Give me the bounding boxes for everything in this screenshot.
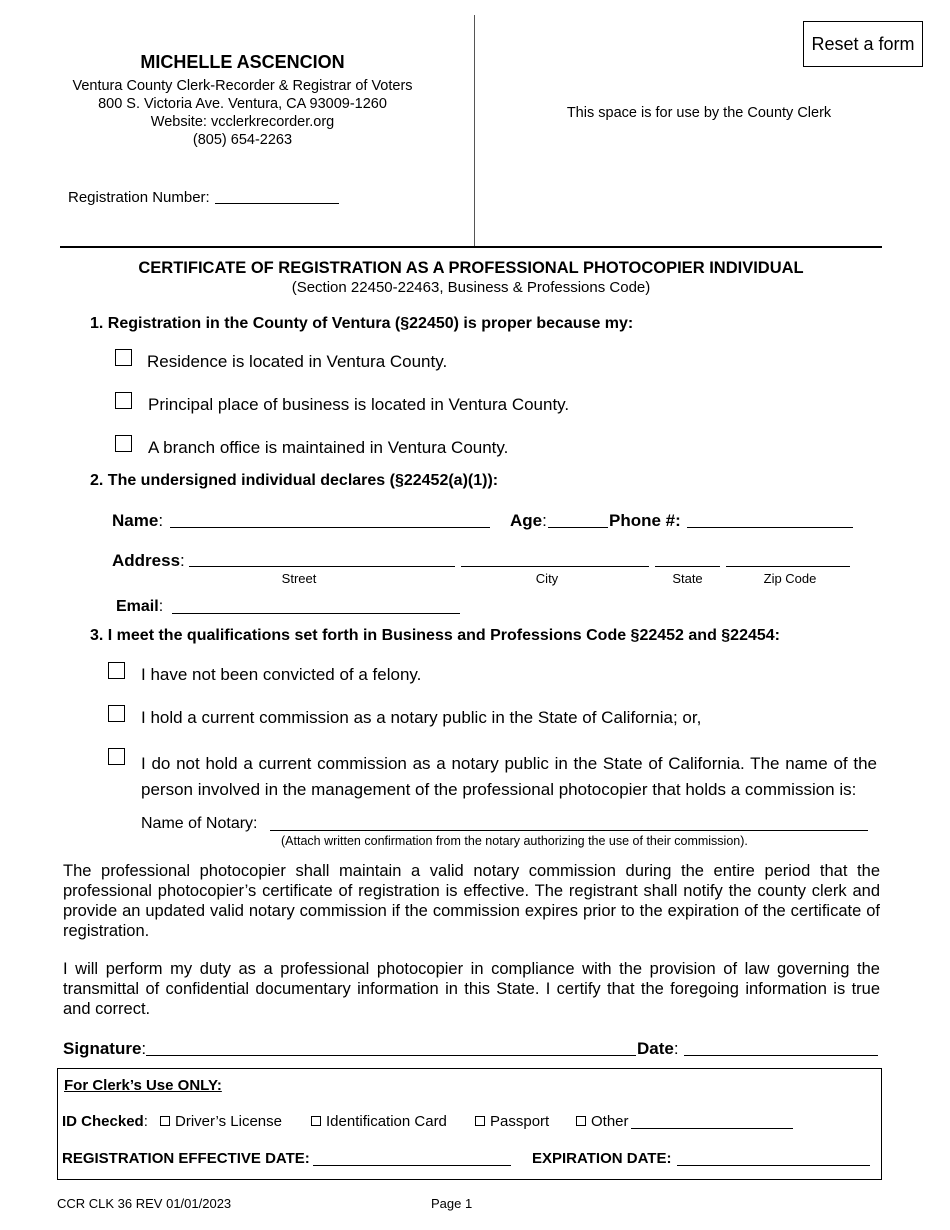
- form-subtitle: (Section 22450-22463, Business & Professions Code): [291, 279, 651, 296]
- section-2-heading: 2. The undersigned individual declares (§22452(a)(1)):: [90, 472, 499, 489]
- email-label: Email: [116, 598, 159, 615]
- notary-name-label: Name of Notary:: [141, 815, 258, 832]
- age-label-wrap: Age:: [510, 511, 547, 530]
- header-divider: [474, 15, 475, 247]
- no-notary-commission-checkbox[interactable]: [108, 748, 125, 765]
- zip-field[interactable]: [726, 566, 850, 567]
- identification-card-label: Identification Card: [326, 1113, 447, 1130]
- state-caption: State: [672, 571, 703, 586]
- passport-option[interactable]: [475, 1113, 549, 1130]
- age-label: Age: [510, 511, 543, 530]
- notary-name-field[interactable]: [270, 830, 868, 831]
- phone-field[interactable]: [687, 527, 853, 528]
- name-label-wrap: Name:: [112, 511, 164, 530]
- signature-label-wrap: Signature:: [63, 1039, 147, 1058]
- branch-office-label: A branch office is maintained in Ventura County.: [148, 438, 509, 457]
- address-label: Address: [112, 551, 181, 570]
- principal-business-label: Principal place of business is located in Ventura County.: [148, 395, 570, 414]
- county-clerk-space: This space is for use by the County Clerk: [566, 105, 832, 121]
- header-rule: [60, 246, 882, 248]
- drivers-license-label: Driver’s License: [175, 1113, 282, 1130]
- reset-form-button[interactable]: Reset a form: [803, 21, 923, 67]
- residence-label: Residence is located in Ventura County.: [147, 352, 448, 371]
- id-checked-label: ID Checked: [62, 1113, 144, 1130]
- clerk-name: MICHELLE ASCENCION: [140, 52, 345, 72]
- registration-number-label: Registration Number:: [68, 189, 210, 206]
- date-label: Date: [637, 1039, 674, 1058]
- other-checkbox[interactable]: [576, 1116, 586, 1126]
- no-felony-label: I have not been convicted of a felony.: [141, 665, 422, 684]
- notary-commission-checkbox[interactable]: [108, 705, 125, 722]
- state-field[interactable]: [655, 566, 720, 567]
- expiration-date-field[interactable]: [677, 1165, 870, 1166]
- city-field[interactable]: [461, 566, 649, 567]
- office-address: 800 S. Victoria Ave. Ventura, CA 93009-1260: [98, 96, 387, 112]
- drivers-license-option[interactable]: [160, 1113, 282, 1130]
- form-title: CERTIFICATE OF REGISTRATION AS A PROFESSIONAL PHOTOCOPIER INDIVIDUAL: [138, 259, 804, 277]
- signature-field[interactable]: [146, 1055, 636, 1056]
- no-notary-commission-label: I do not hold a current commission as a notary public in the State of California. The name of the person involved in the management of the professional photocopier that holds a commission is:: [141, 754, 877, 799]
- certification-paragraph: I will perform my duty as a professional photocopier in compliance with the provision of law governing the transmittal of confidential documentary information in this State. I certify that the foregoing information is true and correct.: [63, 960, 880, 1018]
- registration-number-field[interactable]: [215, 203, 339, 204]
- date-label-wrap: Date:: [637, 1039, 679, 1058]
- email-label-wrap: Email:: [116, 598, 164, 615]
- signature-label: Signature: [63, 1039, 142, 1058]
- branch-office-checkbox[interactable]: [115, 435, 132, 452]
- office-website: Website: vcclerkrecorder.org: [150, 114, 335, 130]
- notary-maintenance-paragraph: The professional photocopier shall maintain a valid notary commission during the entire period that the professional photocopier’s certificate of registration is effective. The registrant shall notify the county clerk and provide an updated valid notary commission if the commission expires prior to the expiration of the certificate of registration.: [63, 862, 880, 940]
- drivers-license-checkbox[interactable]: [160, 1116, 170, 1126]
- identification-card-checkbox[interactable]: [311, 1116, 321, 1126]
- date-field[interactable]: [684, 1055, 878, 1056]
- phone-label: Phone #:: [609, 511, 681, 530]
- office-title: Ventura County Clerk-Recorder & Registrar of Voters: [72, 78, 413, 94]
- identification-card-option[interactable]: [311, 1113, 447, 1130]
- no-felony-checkbox[interactable]: [108, 662, 125, 679]
- age-field[interactable]: [548, 527, 608, 528]
- effective-date-field[interactable]: [313, 1165, 511, 1166]
- page-number: Page 1: [431, 1196, 473, 1211]
- principal-business-checkbox[interactable]: [115, 392, 132, 409]
- city-caption: City: [535, 571, 559, 586]
- office-phone: (805) 654-2263: [192, 132, 293, 148]
- other-id-field[interactable]: [631, 1128, 793, 1129]
- office-info: [60, 77, 425, 149]
- residence-checkbox[interactable]: [115, 349, 132, 366]
- address-label-wrap: Address:: [112, 551, 185, 570]
- name-field[interactable]: [170, 527, 490, 528]
- section-1-heading: 1. Registration in the County of Ventura (§22450) is proper because my:: [90, 315, 634, 332]
- passport-label: Passport: [490, 1113, 550, 1130]
- other-option[interactable]: [576, 1113, 629, 1130]
- email-field[interactable]: [172, 613, 460, 614]
- passport-checkbox[interactable]: [475, 1116, 485, 1126]
- notary-note: (Attach written confirmation from the notary authorizing the use of their commission).: [281, 834, 748, 848]
- notary-commission-label: I hold a current commission as a notary public in the State of California; or,: [141, 708, 702, 727]
- form-id: CCR CLK 36 REV 01/01/2023: [57, 1196, 232, 1211]
- name-label: Name: [112, 511, 159, 530]
- street-field[interactable]: [189, 566, 455, 567]
- id-checked-row: ID Checked:: [62, 1113, 148, 1130]
- street-caption: Street: [281, 571, 317, 586]
- clerk-use-heading: For Clerk’s Use ONLY:: [64, 1077, 222, 1094]
- section-3-heading: 3. I meet the qualifications set forth in Business and Professions Code §22452 and §22454:: [90, 627, 780, 644]
- other-label: Other: [591, 1113, 629, 1130]
- effective-date-label: REGISTRATION EFFECTIVE DATE:: [62, 1150, 310, 1167]
- zip-caption: Zip Code: [763, 571, 817, 586]
- expiration-date-label: EXPIRATION DATE:: [532, 1150, 672, 1167]
